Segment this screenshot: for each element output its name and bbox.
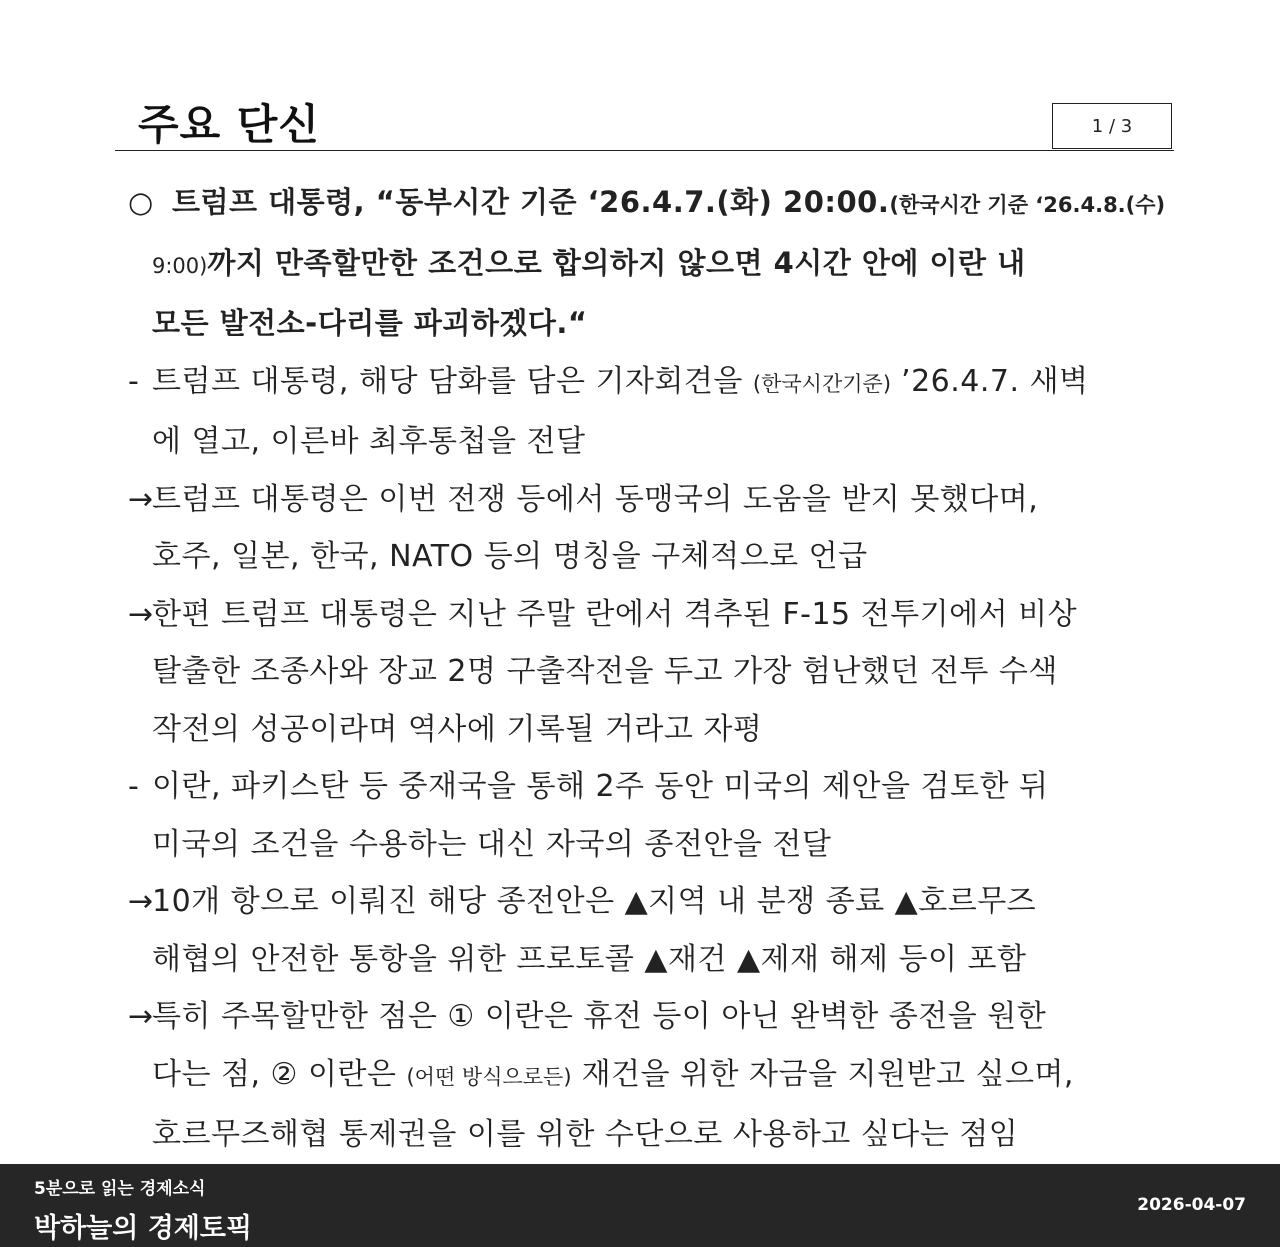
text-line [152,1106,1188,1164]
text-segment: 작전의 성공이라며 역사에 기록될 거라고 자평 [152,711,763,747]
text-line [152,353,1188,414]
text-segment: ’26.4.7. 새벽 [891,363,1089,399]
bullet-marker: - [128,769,140,804]
text-line [152,758,1188,816]
bullet-item [128,758,1188,873]
bullet-text [152,758,1188,873]
text-line [152,528,1188,586]
text-segment: 재건을 위한 자금을 지원받고 싶으며, [571,1056,1074,1092]
bullet-text [152,586,1188,759]
bullet-marker: ○ [128,185,154,219]
bullet-marker: → [128,884,154,919]
text-note: (한국시간기준) [752,371,892,396]
bullet-marker: → [128,481,154,517]
text-segment: 특히 주목할만한 점은 ① 이란은 휴전 등이 아닌 완벽한 종전을 원한 [152,999,1047,1034]
bullet-item [128,988,1188,1164]
headline-item [128,174,1188,353]
bullet-text [152,174,1188,353]
text-segment: 10개 항으로 이뤄진 해당 종전안은 ▲지역 내 분쟁 종료 ▲호르무즈 [152,884,1037,919]
bullet-marker: - [128,363,140,399]
bullet-item [128,873,1188,988]
text-note: (어떤 방식으로든) [406,1064,572,1089]
text-note: 9:00) [152,253,208,278]
footer-subtitle: 5분으로 읽는 경제소식 [34,1179,206,1199]
text-segment: 트럼프 대통령, “동부시간 기준 ‘26.4.7.(화) 20:00. [172,185,890,219]
text-segment: 에 열고, 이른바 최후통첩을 전달 [152,424,586,459]
bullet-text [152,873,1188,988]
text-line [152,586,1188,644]
bullet-item [128,353,1188,471]
text-line [152,413,1188,471]
text-segment: 모든 발전소-다리를 파괴하겠다.“ [152,306,588,340]
bullet-text [152,988,1188,1164]
text-line [152,701,1188,759]
text-note: (한국시간 기준 ‘26.4.8.(수) [889,193,1166,217]
text-segment: 해협의 안전한 통항을 위한 프로토콜 ▲재건 ▲제재 해제 등이 포함 [152,941,1027,977]
text-line [152,471,1188,529]
text-segment: 까지 만족할만한 조건으로 합의하지 않으면 4시간 안에 이란 내 [207,245,1026,280]
text-segment: 트럼프 대통령, 해당 담화를 담은 기자회견을 [152,363,753,399]
page-indicator [1052,103,1172,149]
text-segment: 호주, 일본, 한국, NATO 등의 명칭을 구체적으로 언급 [152,539,868,574]
text-line [152,931,1188,989]
footer-bar [0,1164,1280,1247]
text-segment: 다는 점, ② 이란은 [152,1056,407,1092]
text-line [152,295,1188,353]
page-indicator-text: 1 / 3 [1091,115,1133,137]
page-title: 주요 단신 [138,100,320,149]
text-line [172,174,1188,235]
text-segment: 트럼프 대통령은 이번 전쟁 등에서 동맹국의 도움을 받지 못했다며, [152,481,1039,517]
text-segment: 탈출한 조종사와 장교 2명 구출작전을 두고 가장 험난했던 전투 수색 [152,654,1058,689]
text-segment: 호르무즈해협 통제권을 이를 위한 수단으로 사용하고 싶다는 점임 [152,1117,1019,1152]
bullet-text [152,471,1188,586]
footer-date: 2026-04-07 [1137,1195,1246,1215]
bullet-item [128,471,1188,586]
text-line [152,988,1188,1046]
bullet-marker: → [128,999,154,1034]
text-segment: 미국의 조건을 수용하는 대신 자국의 종전안을 전달 [152,826,832,862]
footer-brand: 박하늘의 경제토픽 [34,1213,253,1244]
text-segment: 이란, 파키스탄 등 중재국을 통해 2주 동안 미국의 제안을 검토한 뒤 [152,769,1049,804]
text-segment: 한편 트럼프 대통령은 지난 주말 란에서 격추된 F-15 전투기에서 비상 [152,596,1078,632]
text-line [152,873,1188,931]
bullet-marker: → [128,596,154,632]
news-brief-list [128,174,1188,1164]
bullet-text [152,353,1188,471]
text-line [152,235,1188,296]
text-line [152,643,1188,701]
text-line [152,816,1188,874]
bullet-item [128,586,1188,759]
text-line [152,1046,1188,1107]
title-divider [115,150,1174,151]
